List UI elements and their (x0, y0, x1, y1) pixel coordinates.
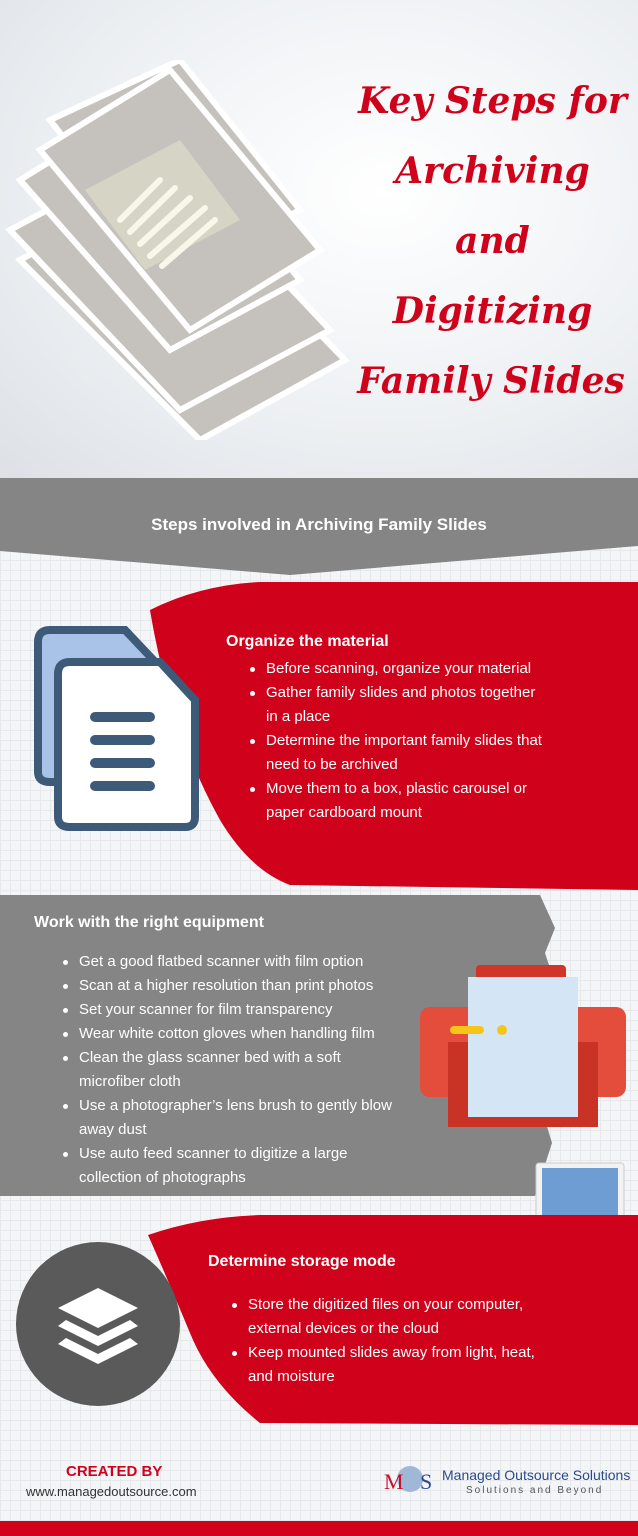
hero-section (0, 0, 638, 478)
bullet-item: Before scanning, organize your material (248, 657, 548, 681)
printer-icon (418, 962, 628, 1132)
bullet-item: Get a good flatbed scanner with film option (61, 950, 396, 974)
company-tagline: Solutions and Beyond (466, 1485, 604, 1496)
created-by-label: CREATED BY (66, 1463, 163, 1480)
papers-illustration (0, 60, 360, 440)
section-heading: Determine storage mode (208, 1253, 396, 1270)
bullet-item: Store the digitized files on your computer, external devices or the cloud (230, 1293, 560, 1341)
bullet-item: Move them to a box, plastic carousel or paper cardboard mount (248, 777, 548, 825)
document-icon (30, 622, 205, 837)
title-line: Digitizing (392, 290, 593, 332)
bullet-item: Wear white cotton gloves when handling film (61, 1022, 396, 1046)
title-line: Family Slides (357, 360, 625, 402)
bullet-item: Keep mounted slides away from light, heat, and moisture (230, 1341, 560, 1389)
banner-text: Steps involved in Archiving Family Slides (151, 515, 487, 534)
title-line: Archiving (395, 150, 590, 192)
section-heading: Organize the material (226, 633, 389, 650)
bullet-list (61, 950, 396, 1190)
section-heading: Work with the right equipment (34, 914, 264, 931)
title-line: and (455, 220, 530, 262)
mos-logo (382, 1463, 438, 1499)
svg-text:M: M (384, 1469, 404, 1494)
bullet-item: Determine the important family slides that need to be archived (248, 729, 548, 777)
bullet-item: Use auto feed scanner to digitize a large collection of photographs (61, 1142, 396, 1190)
bullet-list (248, 657, 548, 825)
bullet-item: Use a photographer’s lens brush to gently blow away dust (61, 1094, 396, 1142)
bullet-item: Set your scanner for film transparency (61, 998, 396, 1022)
bottom-bar (0, 1521, 638, 1536)
layers-icon (14, 1240, 182, 1408)
bullet-item: Gather family slides and photos together in a place (248, 681, 548, 729)
website-link[interactable]: www.managedoutsource.com (26, 1484, 197, 1499)
bullet-item: Clean the glass scanner bed with a soft microfiber cloth (61, 1046, 396, 1094)
svg-text:S: S (420, 1469, 433, 1494)
title-line: Key Steps for (358, 80, 627, 122)
bullet-item: Scan at a higher resolution than print photos (61, 974, 396, 998)
company-name: Managed Outsource Solutions (442, 1467, 631, 1483)
bullet-list (230, 1293, 560, 1389)
